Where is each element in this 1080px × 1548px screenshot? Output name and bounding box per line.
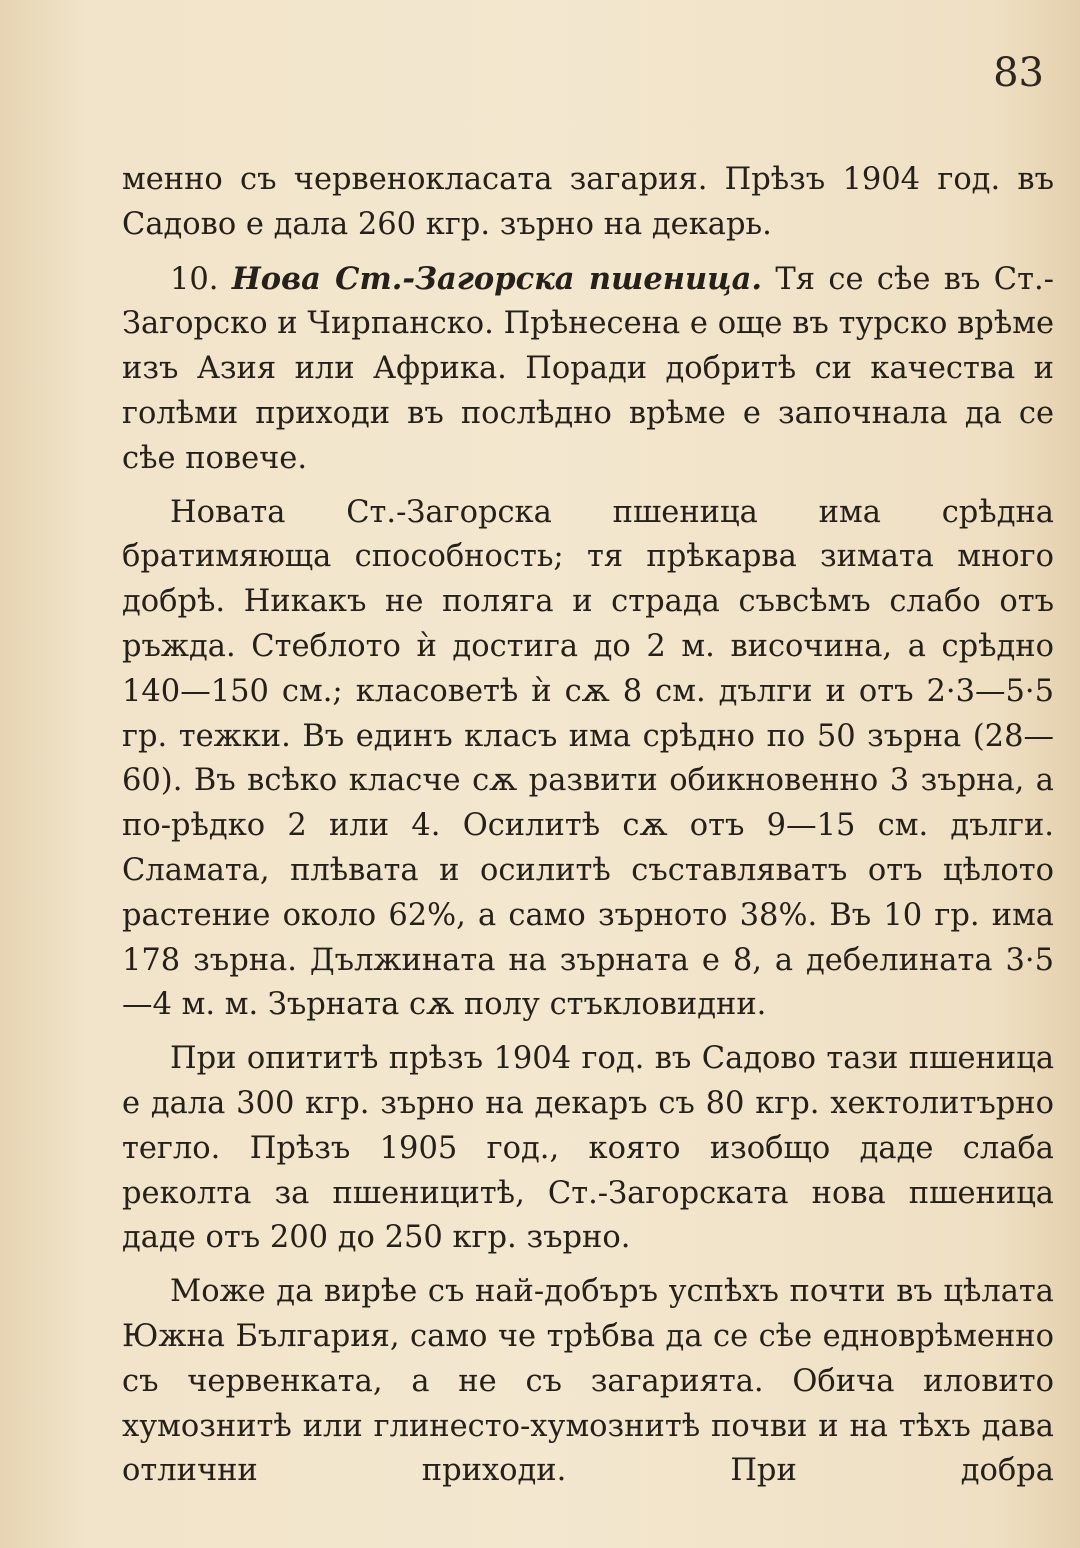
page-number: 83 <box>993 50 1044 96</box>
paragraph-4: При опититѣ прѣзъ 1904 год. въ Садово тази пшеница е дала 300 кгр. зърно на декаръ съ 80 кгр. хектолитърно тегло. Прѣзъ 1905 год., която изобщо даде слаба реколта за пшеницитѣ, Ст.-Загорската нова пшеница даде отъ 200 до 250 кгр. зърно. <box>122 1041 1054 1256</box>
section-number: 10. <box>170 261 219 297</box>
body-text <box>122 158 1054 1503</box>
paragraph-2-text: Тя се сѣе въ Ст.-Загорско и Чирпанско. Прѣнесена е още въ турско врѣме изъ Азия или Африка. Поради добритѣ си качества и голѣми приходи въ послѣдно врѣме е започнала да се сѣе повече. <box>122 261 1054 476</box>
paragraph-5: Може да вирѣе съ най-добъръ успѣхъ почти въ цѣлата Южна България, само че трѣбва да се сѣе едноврѣменно съ червенката, а не съ загарията. Обича иловито хумознитѣ или глинесто-хумознитѣ почви и на тѣхъ дава отлични приходи. При добра <box>122 1274 1054 1489</box>
paragraph-1: менно съ червенокласата загария. Прѣзъ 1904 год. въ Садово е дала 260 кгр. зърно на декарь. <box>122 162 1054 242</box>
section-title: Нова Ст.-Загорска пшеница. <box>231 260 763 297</box>
paragraph-2 <box>122 257 1054 482</box>
paragraph-3: Новата Ст.-Загорска пшеница има срѣдна братимяюща способность; тя прѣкарва зимата много добрѣ. Никакъ не поляга и страда съвсѣмъ слабо отъ ръжда. Стеблото ѝ достига до 2 м. височина, а срѣдно 140—150 см.; класоветѣ ѝ сѫ 8 см. дълги и отъ 2·3—5·5 гр. тежки. Въ единъ класъ има срѣдно по 50 зърна (28—60). Въ всѣко класче сѫ развити обикновенно 3 зърна, а по-рѣдко 2 или 4. Осилитѣ сѫ отъ 9—15 см. дълги. Сламата, плѣвата и осилитѣ съставляватъ отъ цѣлото растение около 62%, а само зърното 38%. Въ 10 гр. има 178 зърна. Дължината на зърната е 8, а дебелината 3·5—4 м. м. Зърната сѫ полу стъкловидни. <box>122 494 1054 1023</box>
